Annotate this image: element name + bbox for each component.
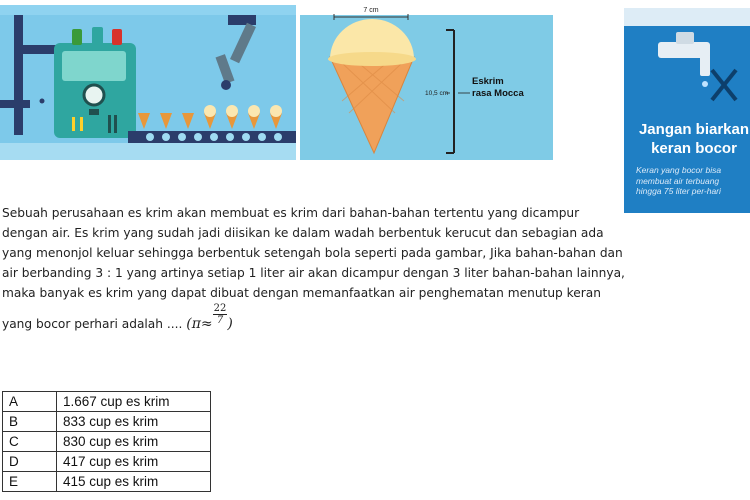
cone-caption-line2: rasa Mocca [472, 88, 524, 99]
poster-title-line1: Jangan biarkan [638, 121, 750, 138]
poster-title [624, 120, 750, 158]
fraction [213, 303, 228, 326]
cone-width-label: 7 cm [363, 7, 379, 14]
pi-symbol: π [191, 316, 201, 332]
option-text: 417 cup es krim [57, 452, 211, 472]
option-letter: E [3, 472, 57, 492]
option-letter: C [3, 432, 57, 452]
table-row[interactable] [3, 472, 211, 492]
option-letter: A [3, 392, 57, 412]
cone-caption-line1: Eskrim [472, 76, 504, 87]
ice-cream-factory-illustration [0, 5, 296, 160]
option-letter: D [3, 452, 57, 472]
option-text: 833 cup es krim [57, 412, 211, 432]
option-letter: B [3, 412, 57, 432]
option-text: 415 cup es krim [57, 472, 211, 492]
poster-sub-line3: hingga 75 liter per-hari [636, 186, 721, 196]
table-row[interactable] [3, 432, 211, 452]
pi-approximation: (π≈ $\frac{22}{7}$ ) [186, 302, 233, 332]
question-last-line [2, 302, 233, 332]
poster-sub-line1: Keran yang bocor bisa [636, 165, 722, 175]
question-line: maka banyak es krim yang dapat dibuat dengan memanfaatkan air penghematan menutup keran [2, 286, 601, 300]
question-line: yang menonjol keluar sehingga berbentuk setengah bola seperti pada gambar, Jika bahan-bahan dan [2, 246, 623, 260]
fraction-numerator: 22 [213, 302, 227, 314]
poster-sub-line2: membuat air terbuang [636, 175, 720, 186]
table-row[interactable] [3, 392, 211, 412]
poster-title-line2: keran bocor [651, 140, 737, 157]
answer-options-table [2, 391, 211, 492]
ice-cream-cone-diagram [300, 3, 553, 160]
table-row[interactable] [3, 412, 211, 432]
cone-height-label: 10,5 cm [425, 90, 449, 97]
question-line: air berbanding 3 : 1 yang artinya setiap 1 liter air akan dicampur dengan 3 liter bahan-bahan lainnya, [2, 266, 625, 280]
question-line: Sebuah perusahaan es krim akan membuat es krim dari bahan-bahan tertentu yang dicampur [2, 206, 580, 220]
option-text: 830 cup es krim [57, 432, 211, 452]
water-saving-poster [624, 8, 750, 213]
table-row[interactable] [3, 452, 211, 472]
fraction-denominator: 7 [213, 314, 228, 326]
factory-drawing [0, 5, 296, 160]
question-text [2, 203, 670, 303]
cone-drawing [300, 3, 553, 160]
approx-symbol: ≈ [200, 316, 213, 332]
poster-subtitle [636, 165, 750, 197]
question-line: dengan air. Es krim yang sudah jadi diisikan ke dalam wadah berbentuk kerucut dan sebagian ada [2, 226, 604, 240]
leaking-faucet-icon [624, 8, 750, 118]
question-line: yang bocor perhari adalah .... [2, 317, 183, 331]
option-text: 1.667 cup es krim [57, 392, 211, 412]
